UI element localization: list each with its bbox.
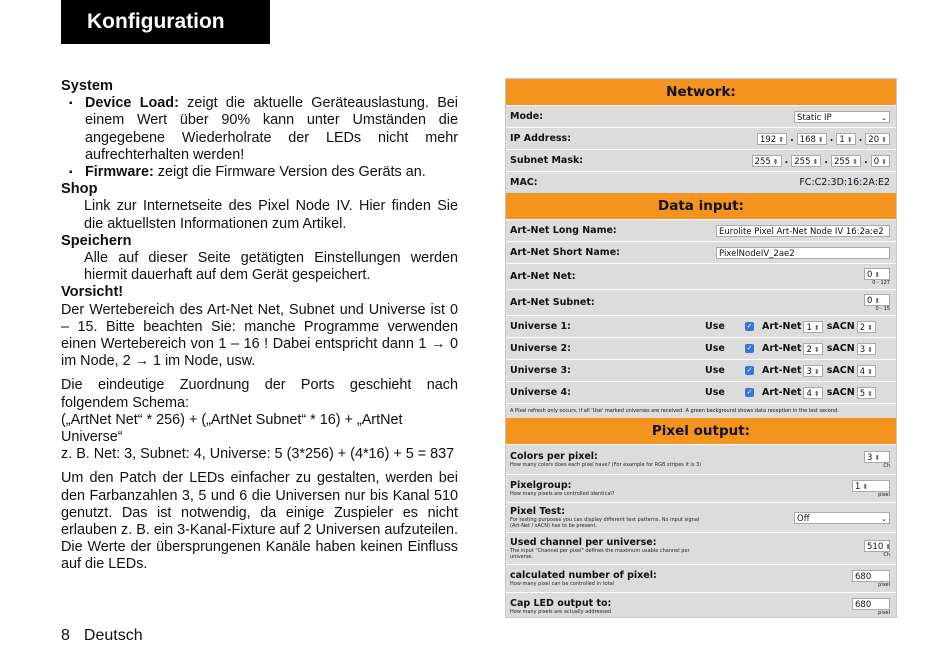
mac-label: MAC: <box>510 177 538 188</box>
mac-value: FC:C2:3D:16:2A:E2 <box>799 177 890 188</box>
ip-octet-3[interactable]: 1 ⬍ <box>836 133 855 145</box>
table-row <box>506 315 896 337</box>
caution-paragraph-2: Die eindeutige Zuordnung der Ports geschieht nach folgendem Schema: <box>61 377 458 411</box>
long-name-label: Art-Net Long Name: <box>510 225 617 236</box>
pixelgroup-label: Pixelgroup: <box>510 480 572 491</box>
page-footer <box>61 627 143 645</box>
mode-value: Static IP <box>797 112 832 123</box>
mac-row <box>506 171 896 193</box>
data-input-heading: Data input: <box>506 193 896 219</box>
use-checkbox[interactable]: ✓ <box>746 344 753 352</box>
mask-row: Subnet Mask: 255 ⬍ . 255 ⬍ . 255 ⬍ . 0 ⬍ <box>506 149 896 171</box>
use-checkbox[interactable]: ✓ <box>746 388 753 396</box>
mode-label: Mode: <box>510 111 544 122</box>
use-checkbox[interactable]: ✓ <box>746 322 753 330</box>
calc-pixel-row <box>506 564 896 592</box>
calc-pixel-value: 680 <box>852 570 890 582</box>
pixel-output-heading: Pixel output: <box>506 418 896 444</box>
network-heading: Network: <box>506 79 896 105</box>
cap-led-label: Cap LED output to: <box>510 598 612 609</box>
pixelgroup-help: How many pixels are controlled identical? <box>510 491 615 497</box>
chevron-down-icon: ⌄ <box>881 514 887 523</box>
mode-row <box>506 105 896 127</box>
ip-octet-2[interactable]: 168 ⬍ <box>797 133 827 145</box>
ip-row: IP Address: 192 ⬍ . 168 ⬍ . 1 ⬍ . 20 ⬍ <box>506 127 896 149</box>
config-screenshot <box>505 78 897 618</box>
colors-help: How many colors does each pixel have? (For example for RGB stripes it is 3) <box>510 462 702 468</box>
net-input[interactable]: 0 ⬍ <box>864 268 890 280</box>
cap-led-input[interactable]: 680 <box>852 598 890 610</box>
mask-label: Subnet Mask: <box>510 155 584 166</box>
sacn-label: sACN <box>826 343 855 354</box>
universe-label: Universe 1: <box>510 321 571 332</box>
pixelgroup-input[interactable]: 1 ⬍ <box>852 480 890 492</box>
caution-example: z. B. Net: 3, Subnet: 4, Universe: 5 (3*256) + (4*16) + 5 = 837 <box>61 446 455 463</box>
pixel-test-select[interactable] <box>794 512 890 524</box>
pixel-test-label: Pixel Test: <box>510 506 566 517</box>
mode-select[interactable] <box>794 111 890 123</box>
page-number: 8 <box>61 627 70 644</box>
colors-label: Colors per pixel: <box>510 451 598 462</box>
universe-label: Universe 3: <box>510 365 571 376</box>
subnet-label: Art-Net Subnet: <box>510 297 595 308</box>
system-heading: System <box>61 78 113 94</box>
device-load-text: zeigt die aktuelle Geräteauslastung. Bei einem Wert über 90% kann unter Umständen die angegebene Wiederholrate der LEDs nicht mehr aufrechterhalten werden! <box>85 95 458 163</box>
artnet-label: Art-Net <box>762 321 802 332</box>
page-title: Konfiguration <box>61 0 270 44</box>
list-item <box>61 164 458 181</box>
artnet-label: Art-Net <box>762 365 802 376</box>
pixel-test-value: Off <box>797 513 810 524</box>
list-item <box>61 95 458 164</box>
firmware-text: zeigt die Firmware Version des Geräts an. <box>153 164 426 181</box>
net-label: Art-Net Net: <box>510 271 576 282</box>
universe-artnet-input[interactable]: 3 ⬍ <box>803 365 822 377</box>
subnet-row <box>506 289 896 315</box>
mask-octet-2[interactable]: 255 ⬍ <box>791 155 821 167</box>
universe-label: Universe 2: <box>510 343 571 354</box>
artnet-label: Art-Net <box>762 343 802 354</box>
colors-unit: Ch <box>883 462 890 469</box>
universe-sacn-input[interactable]: 4 ⬍ <box>857 365 876 377</box>
sacn-label: sACN <box>826 387 855 398</box>
description-column <box>61 78 458 574</box>
use-checkbox[interactable]: ✓ <box>746 366 753 374</box>
net-row <box>506 263 896 289</box>
used-channel-input[interactable]: 510 ⬍ <box>864 540 890 552</box>
firmware-term: Firmware: <box>85 164 154 181</box>
universe-sacn-input[interactable]: 2 ⬍ <box>857 321 876 333</box>
subnet-input[interactable]: 0 ⬍ <box>864 294 890 306</box>
use-label: Use <box>705 365 725 376</box>
pixelgroup-row <box>506 474 896 502</box>
universe-sacn-input[interactable]: 3 ⬍ <box>857 343 876 355</box>
mask-octet-4[interactable]: 0 ⬍ <box>871 155 890 167</box>
universe-label: Universe 4: <box>510 387 571 398</box>
cap-led-row <box>506 592 896 620</box>
universe-artnet-input[interactable]: 4 ⬍ <box>803 387 822 399</box>
pixel-test-help: For testing purposes you can display different test patterns. No input signal (Art-Net / sACN) has to be present. <box>510 517 700 529</box>
system-list <box>61 95 458 181</box>
universe-sacn-input[interactable]: 5 ⬍ <box>857 387 876 399</box>
universe-note: A Pixel refresh only occurs, if all 'Use' marked universes are received. A green background shows data reception in the last second. <box>506 403 896 418</box>
table-row <box>506 337 896 359</box>
save-text: Alle auf dieser Seite getätigten Einstellungen werden hiermit dauerhaft auf dem Gerät gespeichert. <box>84 250 458 284</box>
caution-paragraph-1: Der Wertebereich des Art-Net Net, Subnet und Universe ist 0 – 15. Bitte beachten Sie: manche Programme verwenden einen Wertebereich von 1 – 16 ! Dabei entspricht dann 1 → 0 im Node, 2 → 1 im Node, usw. <box>61 301 458 370</box>
pixelgroup-unit: pixel <box>878 491 890 498</box>
shop-text: Link zur Internetseite des Pixel Node IV. Hier finden Sie die aktuellsten Informationen zum Artikel. <box>84 198 458 232</box>
footer-language: Deutsch <box>83 627 143 644</box>
net-range: 0 - 127 <box>872 279 890 286</box>
used-channel-row <box>506 532 896 564</box>
caution-paragraph-3: Um den Patch der LEDs einfacher zu gestalten, werden bei den Farbanzahlen 3, 5 und 6 die Universen nur bis Kanal 510 genutzt. Das ist notwendig, da einige Zuspieler es nicht erlauben z. B. ein 3-Kanal-Fixture auf 2 Universen aufzuteilen. Die Werte der übersprungenen Kanäle haben keinen Einfluss auf die LEDs. <box>61 470 458 573</box>
cap-led-unit: pixel <box>878 609 890 616</box>
short-name-row <box>506 241 896 263</box>
save-heading: Speichern <box>61 232 132 249</box>
short-name-label: Art-Net Short Name: <box>510 247 620 258</box>
sacn-label: sACN <box>826 365 855 376</box>
universe-artnet-input[interactable]: 1 ⬍ <box>803 321 822 333</box>
mask-octet-1[interactable]: 255 ⬍ <box>752 155 782 167</box>
table-row <box>506 359 896 381</box>
universe-artnet-input[interactable]: 2 ⬍ <box>803 343 822 355</box>
used-channel-help: The input "Channel per pixel" defines the maximum usable channel per universe. <box>510 548 690 560</box>
ip-octet-4[interactable]: 20 ⬍ <box>865 133 890 145</box>
used-channel-unit: Ch <box>883 551 890 558</box>
sacn-label: sACN <box>826 321 855 332</box>
cap-led-help: How many pixels are actually addressed <box>510 609 612 615</box>
long-name-row <box>506 219 896 241</box>
calc-pixel-help: How many pixel can be controlled in total <box>510 581 615 587</box>
used-channel-label: Used channel per universe: <box>510 537 657 548</box>
chevron-down-icon: ⌄ <box>881 113 887 122</box>
use-label: Use <box>705 343 725 354</box>
artnet-label: Art-Net <box>762 387 802 398</box>
colors-row <box>506 444 896 474</box>
long-name-input[interactable]: Eurolite Pixel Art-Net Node IV 16:2a:e2 <box>716 225 890 237</box>
ip-octet-1[interactable]: 192 ⬍ <box>757 133 787 145</box>
pixel-test-row <box>506 502 896 532</box>
subnet-range: 0 - 15 <box>875 305 890 312</box>
calc-pixel-label: calculated number of pixel: <box>510 570 657 581</box>
use-label: Use <box>705 387 725 398</box>
short-name-input[interactable]: PixelNodeIV_2ae2 <box>716 247 890 259</box>
ip-label: IP Address: <box>510 133 571 144</box>
device-load-term: Device Load: <box>85 95 179 112</box>
calc-pixel-unit: pixel <box>878 581 890 588</box>
mask-octet-3[interactable]: 255 ⬍ <box>831 155 861 167</box>
colors-input[interactable]: 3 ⬍ <box>864 451 890 463</box>
caution-formula: („ArtNet Net“ * 256) + („ArtNet Subnet“ * 16) + „ArtNet Universe“ <box>61 411 403 446</box>
table-row <box>506 381 896 403</box>
shop-heading: Shop <box>61 181 98 198</box>
caution-heading: Vorsicht! <box>61 284 124 301</box>
use-label: Use <box>705 321 725 332</box>
